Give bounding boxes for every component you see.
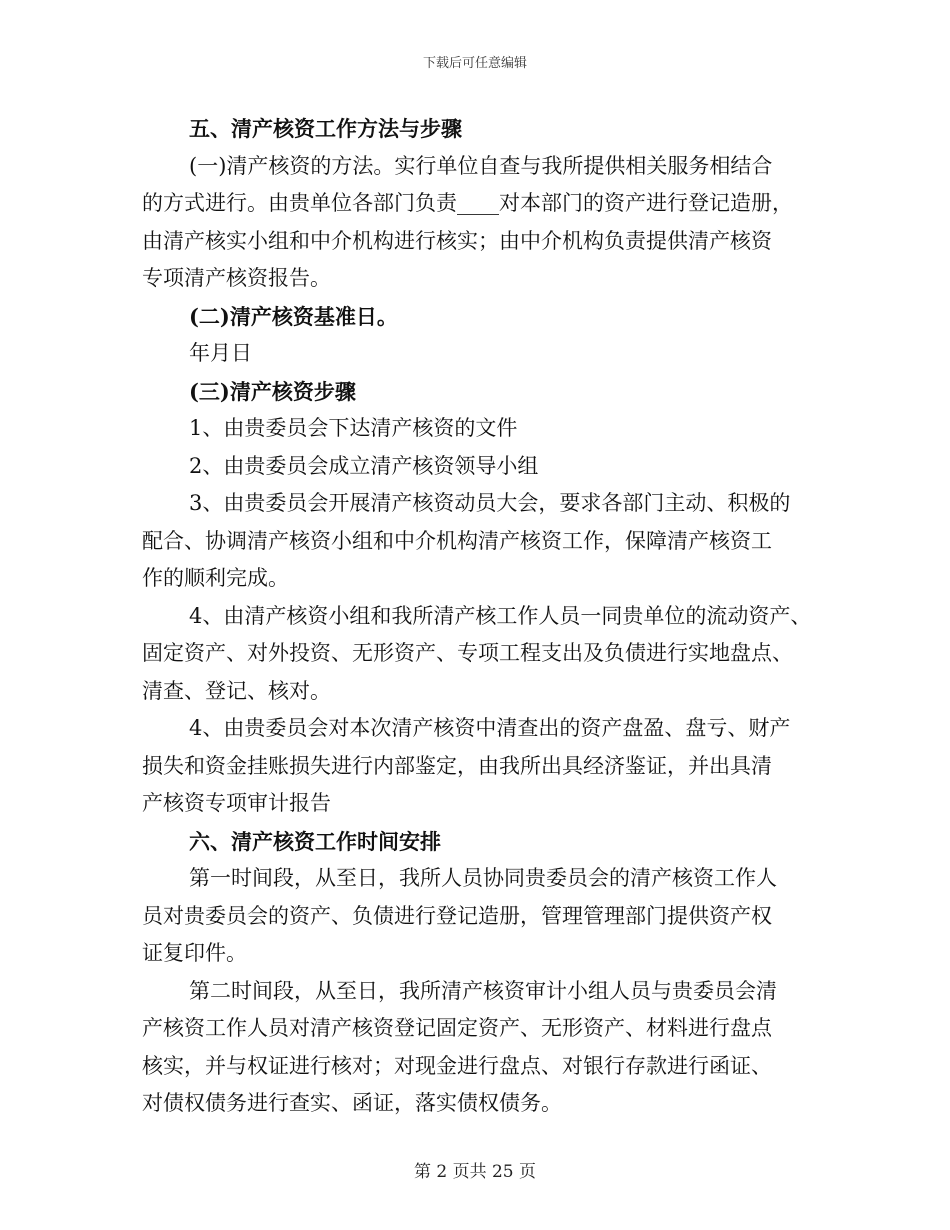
section-heading: 六、清产核资工作时间安排 — [189, 828, 441, 854]
text-line: 作的顺利完成。 — [142, 566, 289, 590]
text-line: 证复印件。 — [142, 941, 247, 965]
section-heading: 五、清产核资工作方法与步骤 — [189, 116, 462, 141]
text-line: 第二时间段，从至日，我所清产核资审计小组人员与贵委员会清 — [189, 978, 777, 1003]
text-line: (一)清产核资的方法。实行单位自查与我所提供相关服务相结合 — [189, 153, 773, 178]
text-line: 产核资工作人员对清产核资登记固定资产、无形资产、材料进行盘点 — [142, 1016, 772, 1040]
text-line: 对债权债务进行查实、函证，落实债权债务。 — [142, 1091, 562, 1115]
text-line: 4、由贵委员会对本次清产核资中清查出的资产盘盈、盘亏、财产 — [189, 716, 791, 740]
section-heading: (二)清产核资基准日。 — [189, 303, 398, 329]
page-header: 下载后可任意编辑 — [422, 56, 527, 71]
text-line: 第一时间段，从至日，我所人员协同贵委员会的清产核资工作人 — [189, 866, 777, 890]
text-line: 固定资产、对外投资、无形资产、专项工程支出及负债进行实地盘点、 — [142, 641, 793, 665]
text-line: 3、由贵委员会开展清产核资动员大会，要求各部门主动、积极的 — [189, 491, 791, 515]
text-line: 核实，并与权证进行核对；对现金进行盘点、对银行存款进行函证、 — [142, 1053, 772, 1078]
text-line: 产核资专项审计报告 — [142, 791, 331, 815]
document-body — [142, 110, 812, 1123]
text-line: 损失和资金挂账损失进行内部鉴定，由我所出具经济鉴证，并出具清 — [142, 753, 772, 778]
text-line: 的方式进行。由贵单位各部门负责____对本部门的资产进行登记造册， — [142, 191, 793, 215]
text-line: 清查、登记、核对。 — [142, 678, 331, 703]
text-line: 年月日 — [189, 341, 252, 365]
text-line: 配合、协调清产核资小组和中介机构清产核资工作，保障清产核资工 — [142, 528, 772, 553]
text-line: 员对贵委员会的资产、负债进行登记造册，管理管理部门提供资产权 — [142, 903, 772, 928]
section-heading: (三)清产核资步骤 — [189, 378, 356, 404]
text-line: 由清产核实小组和中介机构进行核实；由中介机构负责提供清产核资 — [142, 228, 772, 253]
text-line: 4、由清产核资小组和我所清产核工作人员一同贵单位的流动资产、 — [189, 603, 812, 628]
text-line: 专项清产核资报告。 — [142, 266, 331, 290]
text-line: 2、由贵委员会成立清产核资领导小组 — [189, 453, 539, 478]
text-line: 1、由贵委员会下达清产核资的文件 — [189, 416, 518, 440]
page-footer: 第 2 页共 25 页 — [413, 1162, 537, 1182]
